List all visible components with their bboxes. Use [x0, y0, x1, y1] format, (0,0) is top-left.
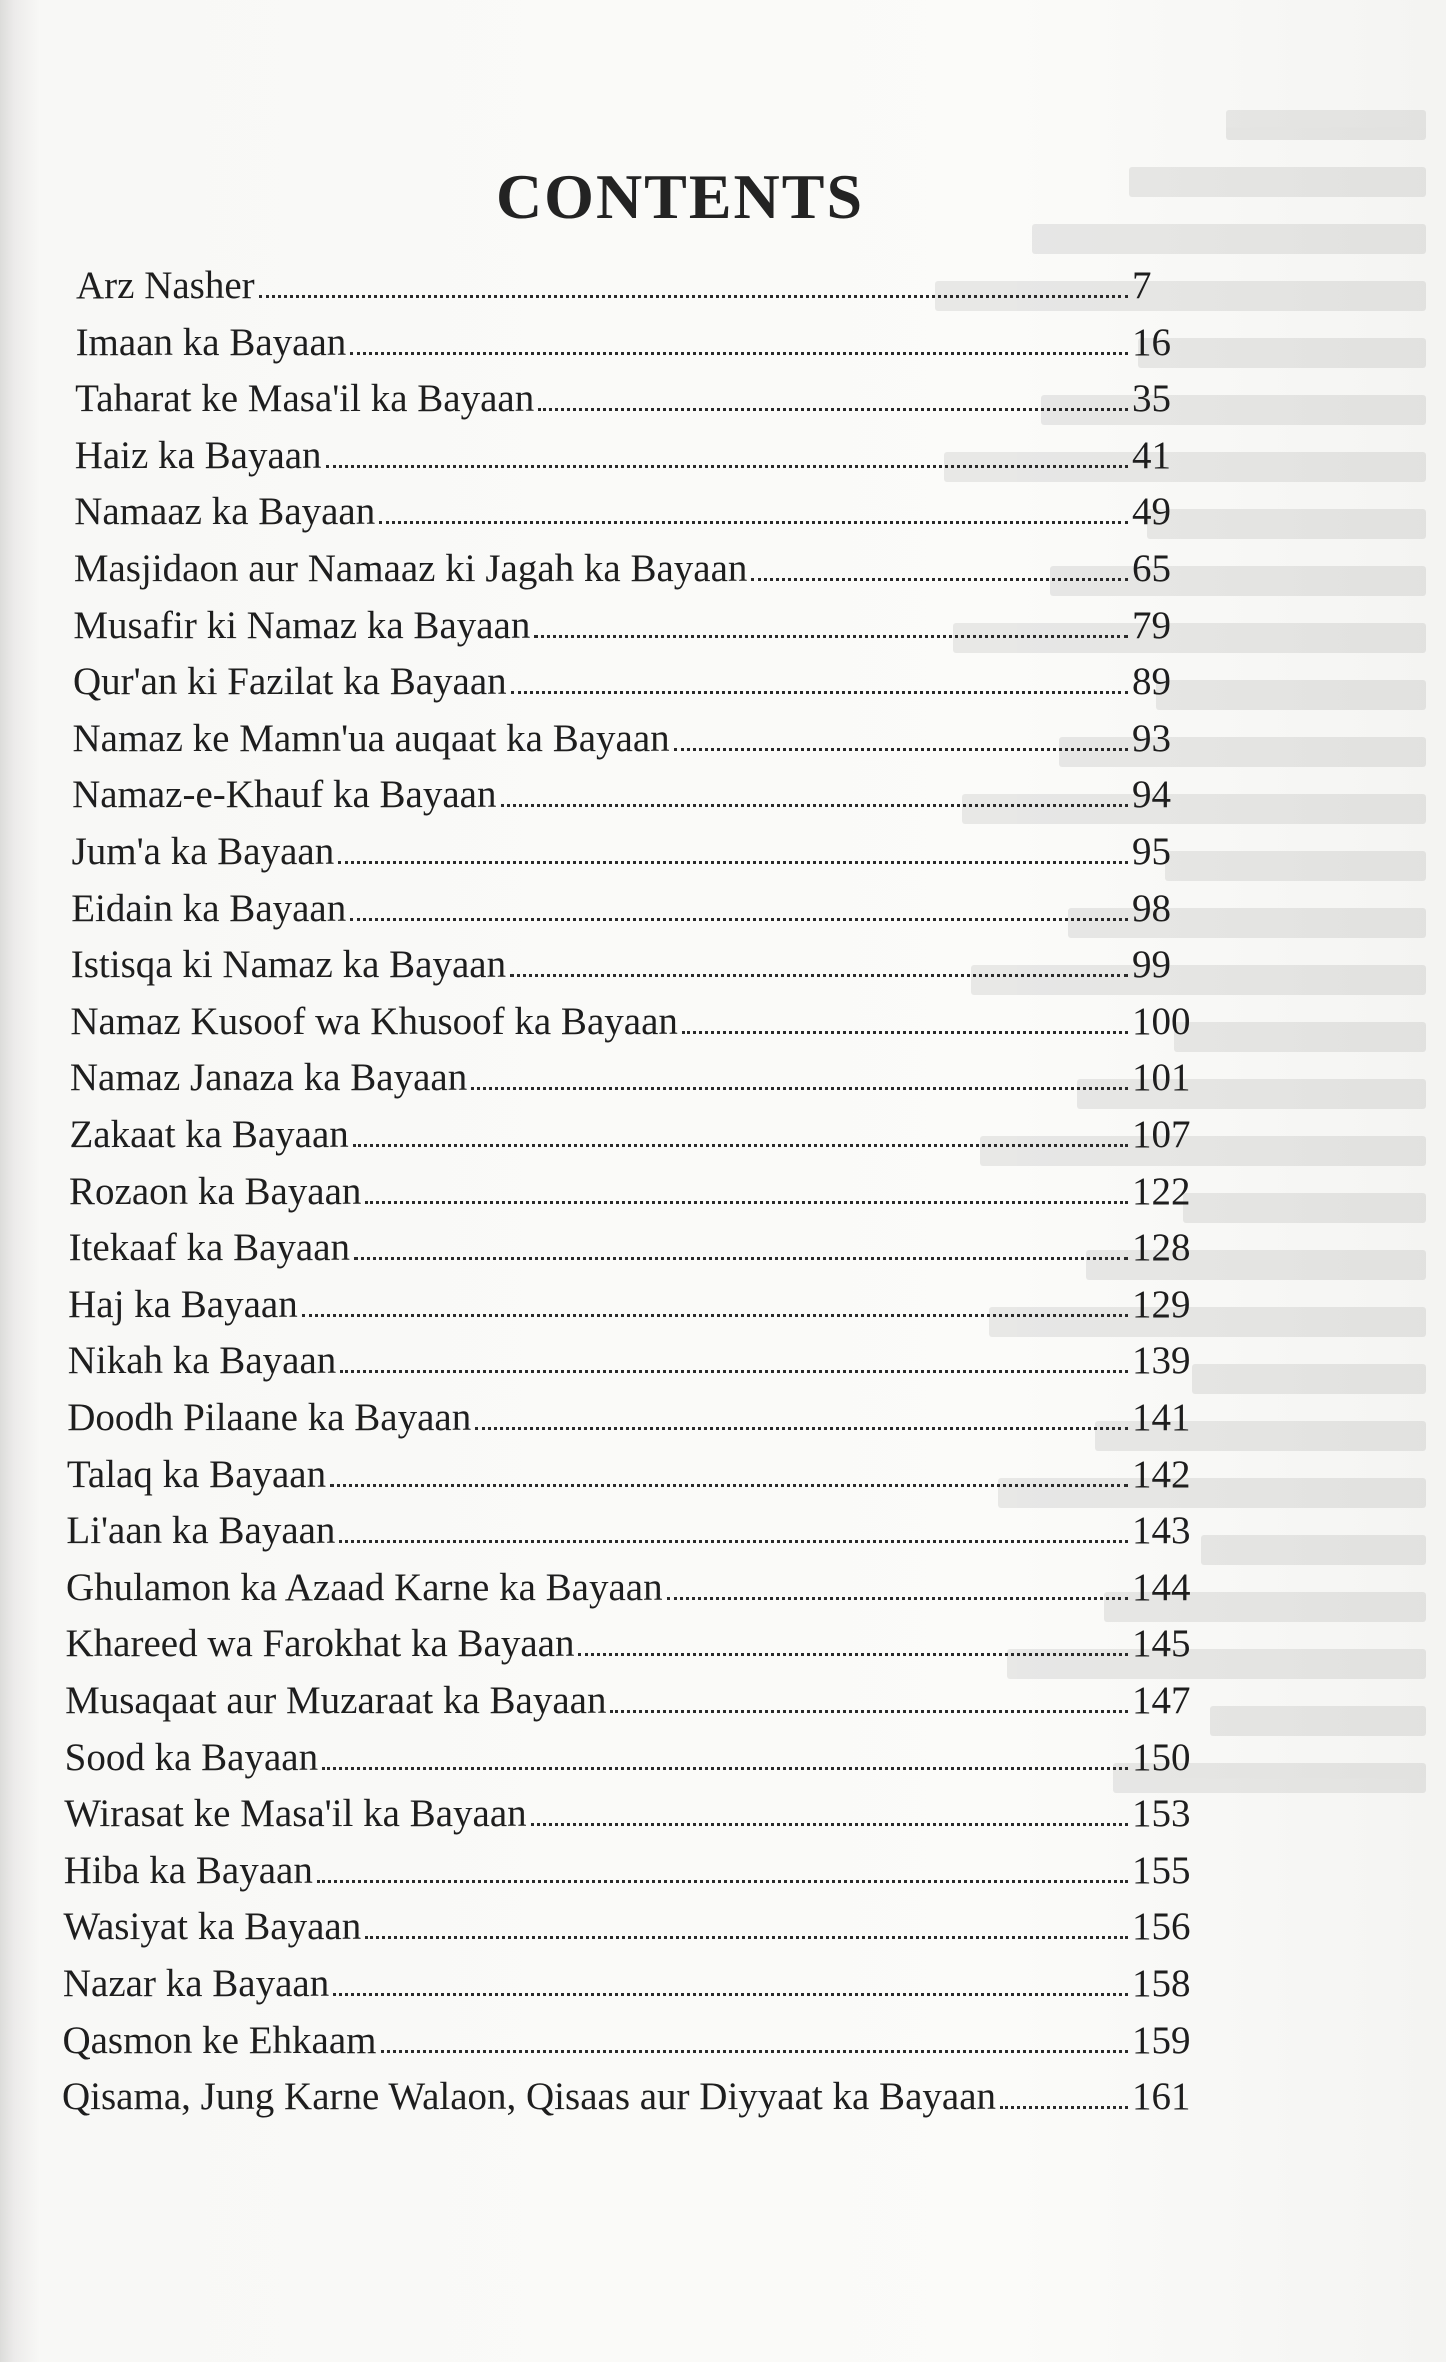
- toc-entry-title: Masjidaon aur Namaaz ki Jagah ka Bayaan: [73, 547, 748, 590]
- toc-entry-page: 141: [1132, 1396, 1191, 1439]
- toc-entry: [70, 1050, 1196, 1106]
- dot-leader: [578, 1653, 1128, 1656]
- toc-entry: [76, 258, 1196, 314]
- toc-entry-page: 93: [1132, 716, 1171, 760]
- toc-entry-title: Namaz ke Mamn'ua auqaat ka Bayaan: [72, 716, 670, 760]
- toc-entry-page: 145: [1132, 1622, 1191, 1666]
- toc-entry-title: Nazar ka Bayaan: [62, 1962, 330, 2005]
- toc-entry: [63, 1899, 1196, 1955]
- toc-entry: [72, 824, 1196, 880]
- dot-leader: [326, 465, 1128, 468]
- dot-leader: [330, 1484, 1128, 1487]
- toc-entry-page: 139: [1132, 1339, 1191, 1383]
- toc-entry-title: Qasmon ke Ehkaam: [62, 2018, 377, 2062]
- toc-entry-page: 65: [1132, 547, 1171, 590]
- dot-leader: [365, 1201, 1128, 1204]
- dot-leader: [751, 578, 1128, 581]
- toc-entry-title: Haiz ka Bayaan: [74, 433, 322, 477]
- toc-entry-title: Doodh Pilaane ka Bayaan: [67, 1396, 472, 1439]
- toc-entry-page: 143: [1132, 1509, 1191, 1553]
- ghost-text-line: [1174, 1022, 1426, 1052]
- toc-entry-page: 41: [1132, 433, 1171, 477]
- toc-entry: [72, 767, 1196, 823]
- dot-leader: [317, 1880, 1128, 1883]
- toc-entry-title: Jum'a ka Bayaan: [71, 830, 335, 873]
- toc-entry: [73, 654, 1196, 710]
- toc-entry: [66, 1503, 1196, 1559]
- toc-entry-title: Namaz-e-Khauf ka Bayaan: [72, 773, 497, 817]
- dot-leader: [674, 748, 1128, 751]
- toc-entry-page: 159: [1132, 2018, 1191, 2062]
- dot-leader: [259, 295, 1128, 298]
- toc-entry: [62, 2069, 1196, 2125]
- dot-leader: [365, 1936, 1128, 1939]
- dot-leader: [302, 1314, 1128, 1317]
- toc-entry-title: Arz Nasher: [76, 264, 255, 307]
- toc-entry: [66, 1616, 1197, 1672]
- toc-entry-page: 101: [1132, 1056, 1191, 1100]
- toc-entry-page: 150: [1132, 1735, 1191, 1779]
- toc-entry-page: 155: [1132, 1848, 1191, 1892]
- dot-leader: [471, 1087, 1128, 1090]
- toc-entry-title: Musafir ki Namaz ka Bayaan: [73, 603, 531, 647]
- toc-entry: [74, 484, 1196, 540]
- toc-entry-title: Hiba ka Bayaan: [63, 1848, 313, 1892]
- toc-entry-title: Taharat ke Masa'il ka Bayaan: [75, 377, 535, 421]
- toc-entry-page: 94: [1132, 773, 1171, 817]
- ghost-text-line: [1192, 1364, 1426, 1394]
- toc-entry-page: 49: [1132, 490, 1171, 534]
- toc-entry: [68, 1277, 1196, 1333]
- toc-entry-page: 16: [1132, 320, 1171, 364]
- dot-leader: [510, 974, 1128, 977]
- ghost-text-line: [1226, 110, 1426, 140]
- toc-entry: [71, 937, 1196, 993]
- toc-entry: [71, 881, 1196, 937]
- toc-entry-title: Qisama, Jung Karne Walaon, Qisaas aur Diyyaat ka Bayaan: [62, 2075, 997, 2119]
- toc-entry: [64, 1843, 1196, 1899]
- toc-entry: [73, 598, 1196, 654]
- toc-entry: [65, 1730, 1196, 1786]
- toc-entry-title: Itekaaf ka Bayaan: [68, 1226, 351, 1270]
- toc-entry-title: Wasiyat ka Bayaan: [63, 1905, 362, 1949]
- toc-entry-page: 107: [1132, 1113, 1191, 1156]
- toc-entry-title: Wirasat ke Masa'il ka Bayaan: [64, 1792, 527, 1836]
- toc-entry-title: Istisqa ki Namaz ka Bayaan: [70, 943, 507, 987]
- dot-leader: [340, 1370, 1128, 1373]
- dot-leader: [379, 521, 1128, 524]
- toc-entry-page: 98: [1132, 886, 1171, 930]
- toc-entry: [65, 1673, 1196, 1729]
- dot-leader: [353, 1144, 1128, 1147]
- dot-leader: [667, 1597, 1128, 1600]
- toc-entry-title: Qur'an ki Fazilat ka Bayaan: [72, 660, 507, 704]
- dot-leader: [381, 2050, 1128, 2053]
- toc-entry-title: Li'aan ka Bayaan: [66, 1509, 336, 1553]
- dot-leader: [501, 804, 1129, 807]
- ghost-text-line: [1156, 680, 1426, 710]
- dot-leader: [322, 1767, 1128, 1770]
- ghost-text-line: [1165, 851, 1426, 881]
- page-title: CONTENTS: [495, 161, 865, 232]
- dot-leader: [1000, 2106, 1128, 2109]
- toc-entry-title: Nikah ka Bayaan: [67, 1339, 337, 1383]
- toc-entry-page: 147: [1132, 1679, 1191, 1722]
- toc-entry-page: 129: [1132, 1282, 1191, 1326]
- toc-entry-page: 95: [1132, 830, 1171, 873]
- dot-leader: [538, 408, 1128, 411]
- toc-entry-title: Namaz Janaza ka Bayaan: [69, 1056, 468, 1100]
- toc-entry-page: 161: [1132, 2075, 1191, 2119]
- toc-entry: [70, 994, 1196, 1050]
- toc-entry: [76, 315, 1196, 371]
- toc-entry-title: Haj ka Bayaan: [68, 1282, 298, 1326]
- dot-leader: [339, 1540, 1128, 1543]
- toc-entry-page: 35: [1132, 377, 1171, 421]
- toc-entry-page: 122: [1132, 1169, 1191, 1213]
- dot-leader: [511, 691, 1128, 694]
- toc-entry-title: Sood ka Bayaan: [64, 1735, 319, 1779]
- toc-entry-title: Ghulamon ka Azaad Karne ka Bayaan: [65, 1565, 663, 1609]
- toc-entry: [64, 1786, 1196, 1842]
- toc-entry-title: Rozaon ka Bayaan: [69, 1169, 362, 1213]
- toc-entry-title: Imaan ka Bayaan: [75, 320, 347, 364]
- dot-leader: [350, 352, 1128, 355]
- toc-entry: [75, 428, 1196, 484]
- toc-entry: [62, 2013, 1196, 2069]
- toc-entry-page: 142: [1132, 1452, 1191, 1496]
- toc-entry-title: Namaaz ka Bayaan: [74, 490, 376, 534]
- toc-entry-title: Talaq ka Bayaan: [66, 1452, 327, 1496]
- toc-entry: [67, 1447, 1196, 1503]
- dot-leader: [610, 1710, 1128, 1713]
- dot-leader: [350, 918, 1128, 921]
- toc-entry-title: Khareed wa Farokhat ka Bayaan: [65, 1622, 575, 1666]
- toc-entry-page: 156: [1132, 1905, 1191, 1949]
- toc-entry-page: 79: [1132, 603, 1171, 647]
- dot-leader: [333, 1993, 1128, 1996]
- dot-leader: [534, 635, 1128, 638]
- toc-entry-page: 7: [1132, 264, 1152, 307]
- ghost-text-line: [1210, 1706, 1426, 1736]
- ghost-text-line: [1201, 1535, 1426, 1565]
- toc-entry: [69, 1107, 1196, 1163]
- toc-entry: [75, 371, 1196, 427]
- toc-entry-title: Zakaat ka Bayaan: [69, 1113, 349, 1156]
- toc-entry-page: 158: [1132, 1962, 1191, 2005]
- dot-leader: [475, 1427, 1128, 1430]
- toc-entry-title: Namaz Kusoof wa Khusoof ka Bayaan: [70, 999, 678, 1043]
- toc-entry: [63, 1956, 1196, 2012]
- dot-leader: [354, 1257, 1128, 1260]
- toc-entry-title: Eidain ka Bayaan: [71, 886, 347, 930]
- toc-entry: [74, 541, 1196, 597]
- toc-entry: [66, 1560, 1196, 1616]
- toc-entry: [73, 711, 1197, 767]
- toc-entry-page: 100: [1132, 999, 1191, 1043]
- dot-leader: [338, 861, 1128, 864]
- dot-leader: [682, 1031, 1128, 1034]
- ghost-text-line: [1183, 1193, 1426, 1223]
- toc-entry-page: 128: [1132, 1226, 1191, 1270]
- toc-entry-page: 99: [1132, 943, 1171, 987]
- toc-entry: [69, 1164, 1196, 1220]
- dot-leader: [531, 1823, 1128, 1826]
- toc-entry: [68, 1333, 1196, 1389]
- toc-entry: [67, 1390, 1196, 1446]
- toc-entry-title: Musaqaat aur Muzaraat ka Bayaan: [65, 1679, 607, 1722]
- toc-entry: [69, 1220, 1196, 1276]
- toc-entry-page: 144: [1132, 1565, 1191, 1609]
- toc-entry-page: 153: [1132, 1792, 1191, 1836]
- toc-entry-page: 89: [1132, 660, 1171, 704]
